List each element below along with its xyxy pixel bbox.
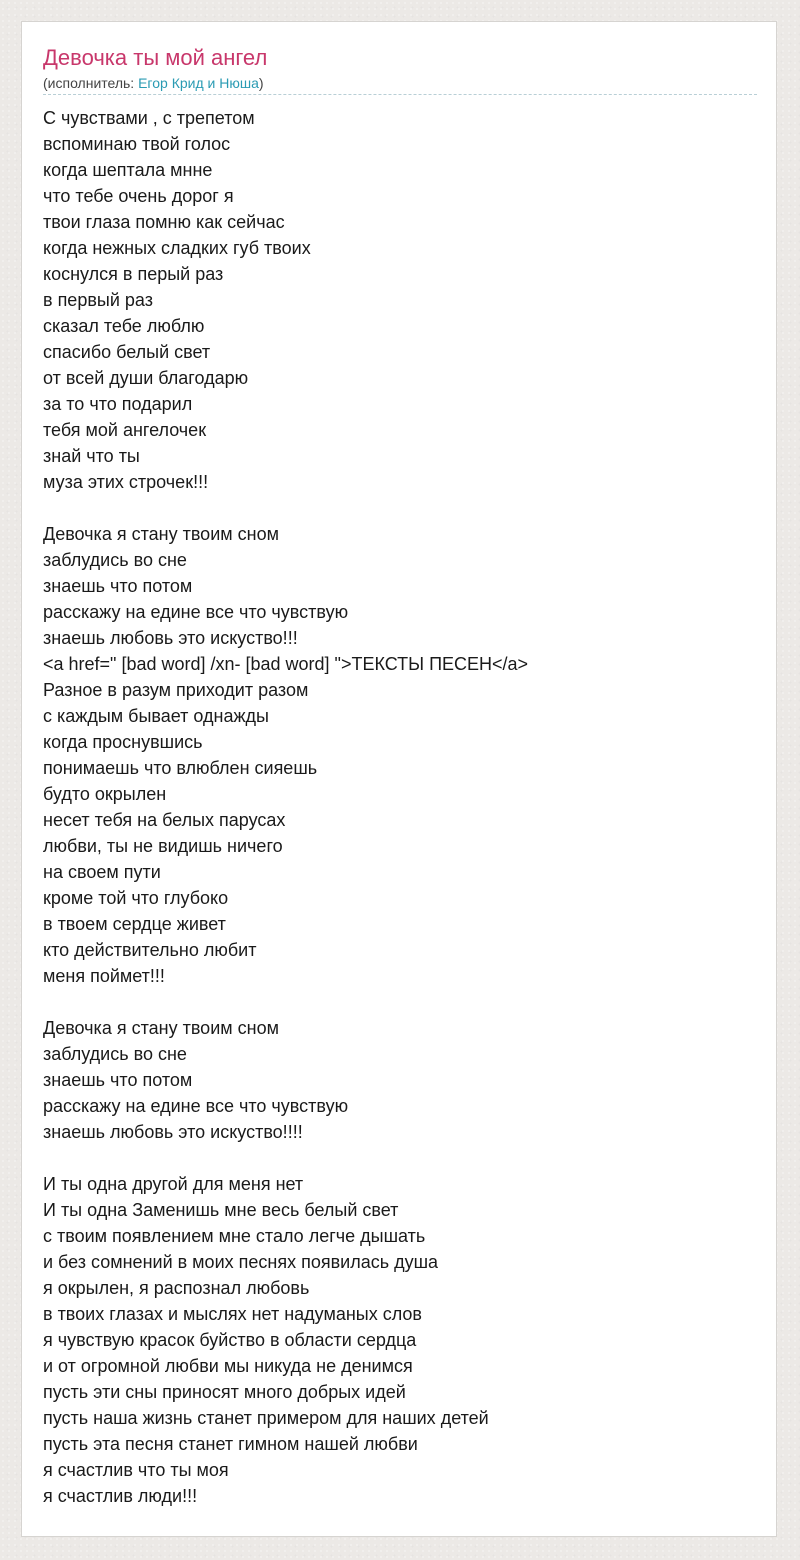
lyric-line: знаешь любовь это искуство!!! — [43, 628, 298, 648]
lyric-line: спасибо белый свет — [43, 342, 211, 362]
lyric-line: пусть эта песня станет гимном нашей любви — [43, 1434, 418, 1454]
lyric-line: и без сомнений в моих песнях появилась душа — [43, 1252, 439, 1272]
lyric-line: расскажу на едине все что чувствую — [43, 1096, 349, 1116]
lyric-line: вспоминаю твой голос — [43, 134, 231, 154]
lyric-line: с твоим появлением мне стало легче дышать — [43, 1226, 426, 1246]
lyric-line: кроме той что глубоко — [43, 888, 229, 908]
lyric-line: знаешь что потом — [43, 576, 193, 596]
song-title: Девочка ты мой ангел — [43, 45, 268, 70]
lyric-line: муза этих строчек!!! — [43, 472, 209, 492]
lyric-line: в твоих глазах и мыслях нет надуманых слов — [43, 1304, 422, 1324]
stanza-break — [43, 1145, 757, 1171]
lyric-line: понимаешь что влюблен сияешь — [43, 758, 318, 778]
lyric-line: я чувствую красок буйство в области сердца — [43, 1330, 417, 1350]
lyric-line: пусть наша жизнь станет примером для наших детей — [43, 1408, 489, 1428]
artist-line — [43, 74, 264, 92]
lyric-line: И ты одна другой для меня нет — [43, 1174, 304, 1194]
lyric-line: от всей души благодарю — [43, 368, 249, 388]
lyric-line: я счастлив что ты моя — [43, 1460, 229, 1480]
lyric-line: кто действительно любит — [43, 940, 257, 960]
lyric-line: знай что ты — [43, 446, 140, 466]
lyric-line: расскажу на едине все что чувствую — [43, 602, 349, 622]
lyric-line: Девочка я стану твоим сном — [43, 524, 279, 544]
lyric-line: тебя мой ангелочек — [43, 420, 207, 440]
title-divider — [43, 94, 757, 95]
lyric-line: пусть эти сны приносят много добрых идей — [43, 1382, 406, 1402]
lyric-line: знаешь любовь это искуство!!!! — [43, 1122, 303, 1142]
lyric-line: в твоем сердце живет — [43, 914, 226, 934]
lyric-line: Разное в разум приходит разом — [43, 680, 309, 700]
lyric-line: будто окрылен — [43, 784, 167, 804]
lyric-line: любви, ты не видишь ничего — [43, 836, 283, 856]
lyric-line: что тебе очень дорог я — [43, 186, 234, 206]
lyric-line: несет тебя на белых парусах — [43, 810, 286, 830]
lyric-line: за то что подарил — [43, 394, 193, 414]
lyrics-text — [43, 105, 757, 1509]
stanza-break — [43, 989, 757, 1015]
lyric-line: заблудись во сне — [43, 1044, 187, 1064]
lyric-line: когда шептала мнне — [43, 160, 213, 180]
artist-link[interactable]: Егор Крид и Нюша — [138, 75, 259, 91]
lyrics-card — [21, 21, 777, 1537]
stanza-break — [43, 495, 757, 521]
lyric-line: меня поймет!!! — [43, 966, 165, 986]
lyric-line: знаешь что потом — [43, 1070, 193, 1090]
artist-suffix: ) — [258, 75, 264, 91]
lyric-line: сказал тебе люблю — [43, 316, 205, 336]
lyric-line: заблудись во сне — [43, 550, 187, 570]
lyric-line: на своем пути — [43, 862, 161, 882]
lyric-line: в первый раз — [43, 290, 153, 310]
lyric-line: я окрылен, я распознал любовь — [43, 1278, 310, 1298]
lyric-line: и от огромной любви мы никуда не денимся — [43, 1356, 413, 1376]
lyric-line: я счастлив люди!!! — [43, 1486, 198, 1506]
lyric-line: И ты одна Заменишь мне весь белый свет — [43, 1200, 399, 1220]
lyric-line: с каждым бывает однажды — [43, 706, 269, 726]
lyric-line: С чувствами , с трепетом — [43, 108, 255, 128]
lyric-line: коснулся в перый раз — [43, 264, 224, 284]
lyric-line: когда нежных сладких губ твоих — [43, 238, 311, 258]
artist-prefix: (исполнитель: — [43, 75, 139, 91]
lyric-line: твои глаза помню как сейчас — [43, 212, 285, 232]
lyric-line: <a href=" [bad word] /xn- [bad word] ">ТЕКСТЫ ПЕСЕН</a> — [43, 654, 529, 674]
lyric-line: когда проснувшись — [43, 732, 203, 752]
lyric-line: Девочка я стану твоим сном — [43, 1018, 279, 1038]
